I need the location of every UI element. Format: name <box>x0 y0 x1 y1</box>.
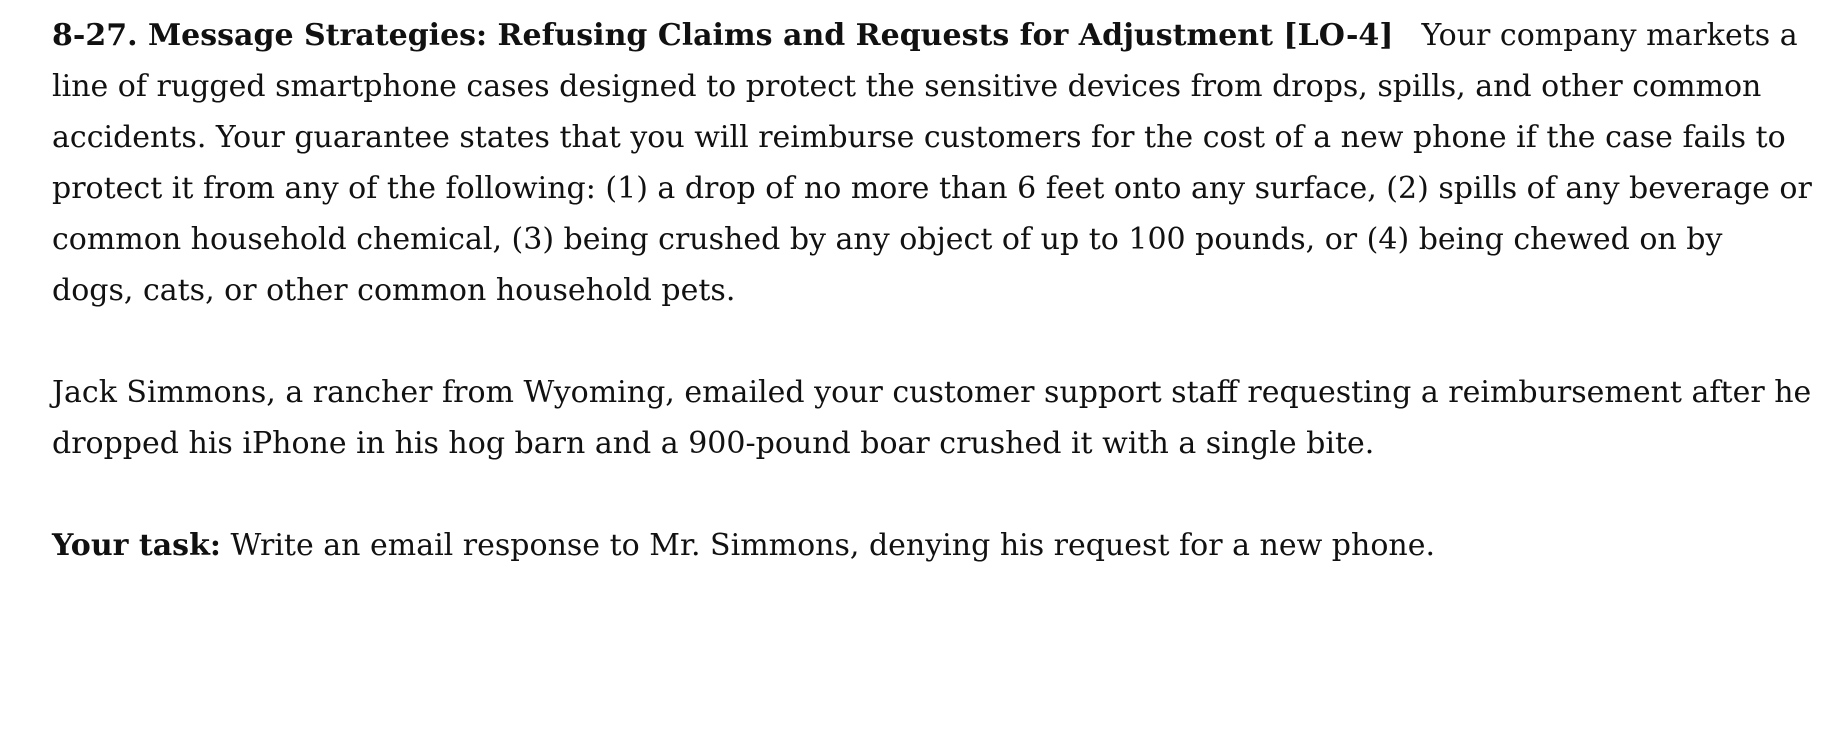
intro-paragraph <box>52 10 1812 316</box>
task-text: Write an email response to Mr. Simmons, denying his request for a new phone. <box>230 528 1435 563</box>
intro-text: Your company markets a line of rugged smartphone cases designed to protect the sensitive devices from drops, spills, and other common accidents. Your guarantee states that you will reimburse customers for the cost of a new phone if the case fails to protect it from any of the following: (1) a drop of no more than 6 feet onto any surface, (2) spills of any beverage or common household chemical, (3) being crushed by any object of up to 100 pounds, or (4) being chewed on by dogs, cats, or other common household pets. <box>52 18 1812 308</box>
exercise-heading: 8-27. Message Strategies: Refusing Claims and Requests for Adjustment [LO-4] <box>52 18 1394 53</box>
scenario-paragraph: Jack Simmons, a rancher from Wyoming, emailed your customer support staff requesting a reimbursement after he dropped his iPhone in his hog barn and a 900-pound boar crushed it with a single bite. <box>52 375 1812 461</box>
task-paragraph <box>52 520 1812 571</box>
exercise-container <box>52 10 1812 571</box>
task-label: Your task: <box>52 528 221 563</box>
